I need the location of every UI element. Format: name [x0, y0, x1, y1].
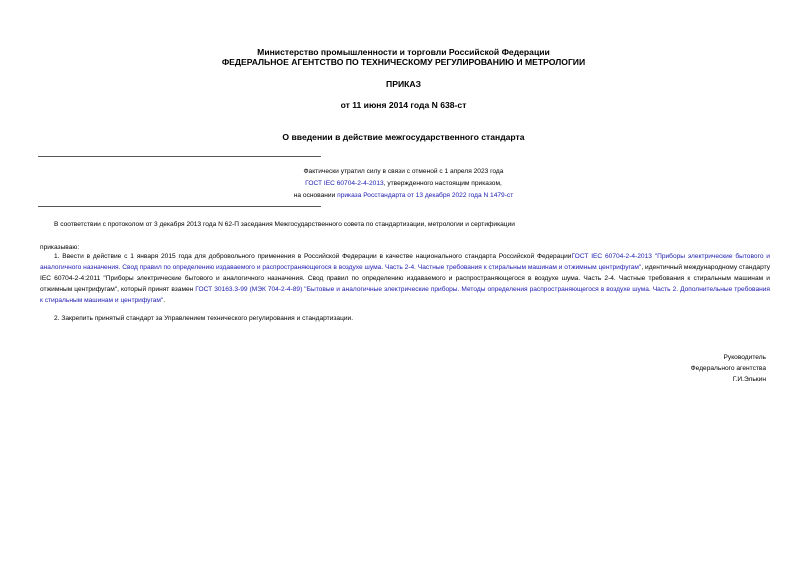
document-type: ПРИКАЗ — [386, 79, 421, 89]
item1-text-b: , идентичный международному стандарту IEC 60704-2-4:2011 "Приборы электрические бытового и аналогичного назначения. Свод правил по определению издаваемого и распространяющегося в воздухе шума. Часть 2-4. Частные требования к стиральным машинам и отжимным центрифугам", который принят взамен — [40, 264, 770, 293]
gost-iec-link[interactable]: ГОСТ IEC 60704-2-4-2013 — [305, 180, 384, 187]
agency-title: ФЕДЕРАЛЬНОЕ АГЕНТСТВО ПО ТЕХНИЧЕСКОМУ РЕГУЛИРОВАНИЮ И МЕТРОЛОГИИ — [221, 57, 586, 67]
status-note-line2 — [0, 178, 807, 190]
status-note-line3 — [0, 190, 807, 202]
item1-text-a: 1. Ввести в действие с 1 января 2015 года для добровольного применения в Российской Федерации в качестве национального стандарта Российской Федерации — [54, 253, 572, 260]
document-date-number: от 11 июня 2014 года N 638-ст — [340, 100, 467, 110]
top-divider — [38, 156, 321, 157]
order-word: приказываю: — [40, 244, 80, 251]
signature-position-line1: Руководитель — [723, 354, 766, 361]
signature-position-line2: Федерального агентства — [690, 365, 766, 372]
document-subject: О введении в действие межгосударственного стандарта — [282, 132, 525, 142]
signature-name: Г.И.Элькин — [732, 376, 766, 383]
status-note-line2-text: , утвержденного настоящим приказом, — [383, 180, 502, 187]
order-item-2: 2. Закрепить принятый стандарт за Управлением технического регулирования и стандартизации. — [54, 315, 354, 322]
status-note-line3-text: на основании — [293, 192, 338, 199]
preamble: В соответствии с протоколом от 3 декабря 2013 года N 62-П заседания Межгосударственного совета по стандартизации, метрологии и сертификации — [54, 221, 515, 228]
rosstandart-order-link[interactable]: приказа Росстандарта от 13 декабря 2022 года N 1479-ст — [337, 192, 514, 199]
ministry-title: Министерство промышленности и торговли Российской Федерации — [257, 47, 550, 57]
bottom-divider — [38, 206, 321, 207]
gost-iec-60704-link[interactable]: ГОСТ IEC 60704-2-4-2013 "Приборы электрические бытового и аналогичного назначения. Свод правил по определению издаваемого и распространяющегося в воздухе шума. Часть 2-4. Частные требования к стиральным машинам и отжимным центрифугам" — [40, 253, 770, 271]
gost-30163-link[interactable]: ГОСТ 30163.3-99 (МЭК 704-2-4-89) "Бытовые и аналогичные электрические приборы. Методы определения распространяющегося в воздухе шума. Часть 2. Дополнительные требования к стиральным машинам и центрифугам" — [40, 286, 771, 304]
status-note-line1: Фактически утратил силу в связи с отменой с 1 апреля 2023 года — [303, 168, 504, 175]
item1-text-c: . — [163, 297, 166, 304]
order-item-1 — [40, 251, 770, 306]
